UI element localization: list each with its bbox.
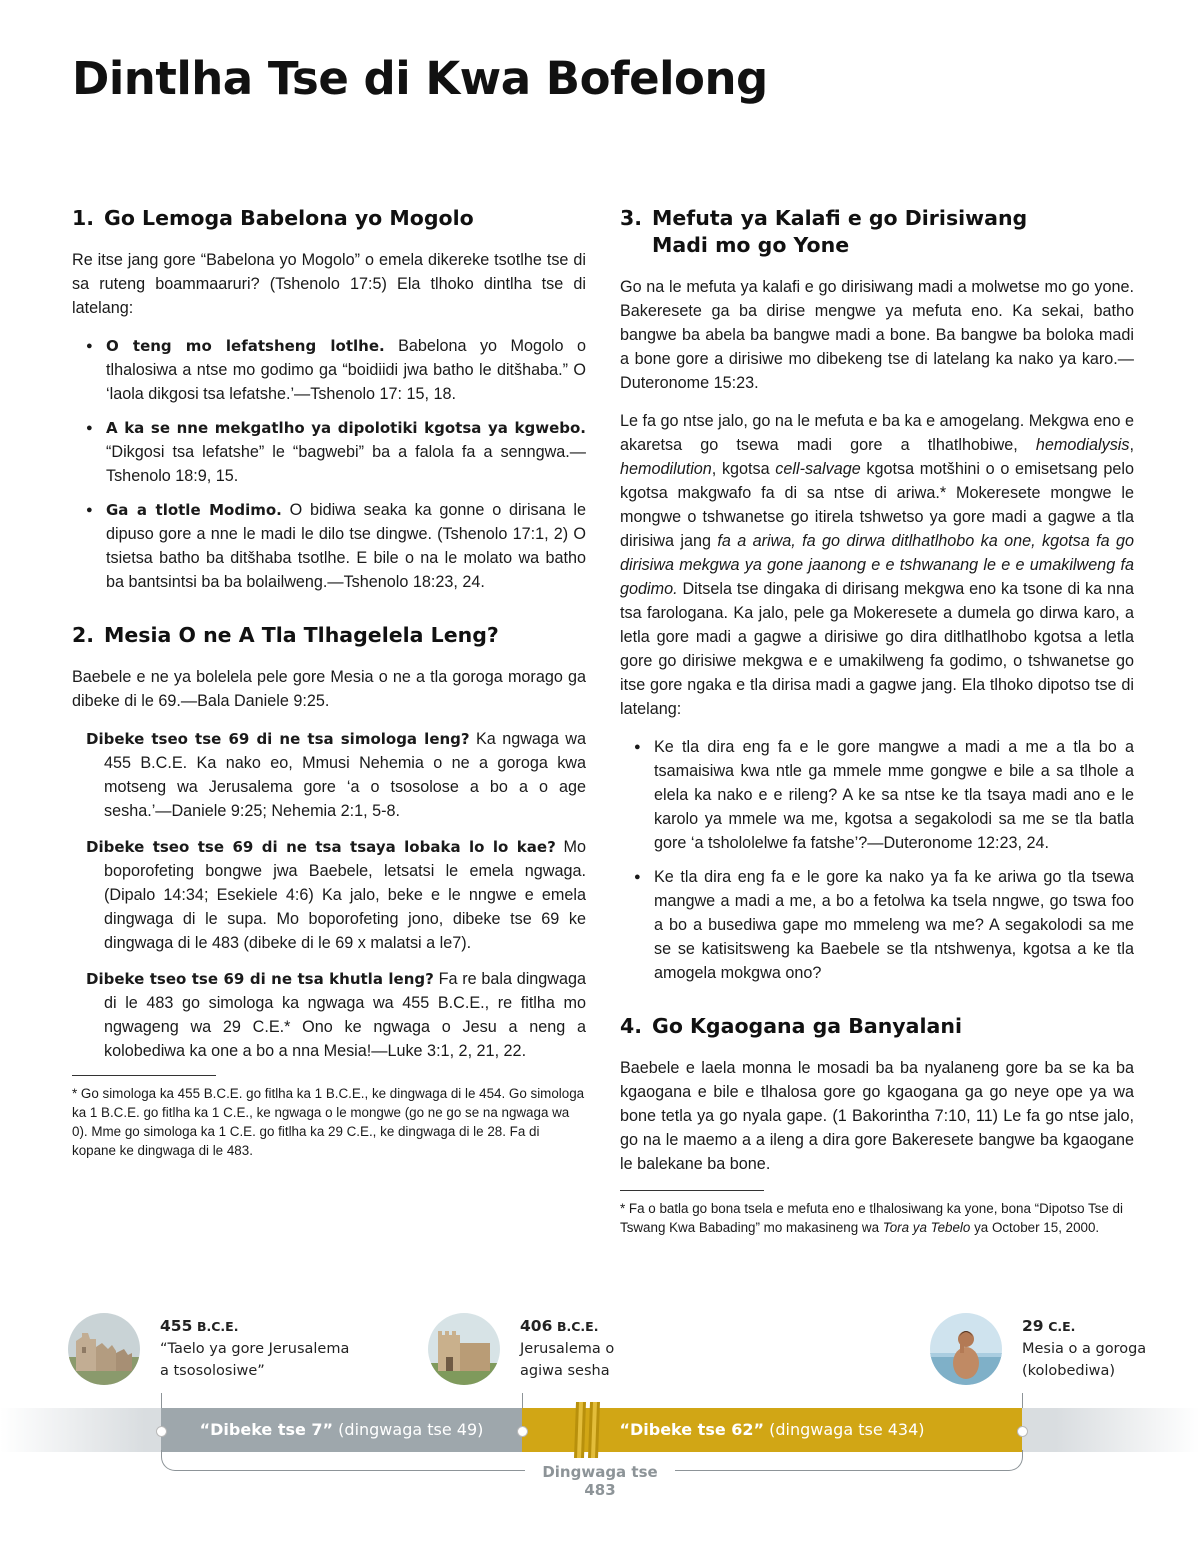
term: hemodialysis: [1035, 436, 1130, 454]
section-1-intro: Re itse jang gore “Babelona yo Mogolo” o emela dikereke tsotlhe tse di sa ruteng boammaaruri? (Tshenolo 17:5) Ela tlhoko dintlha tse di latelang:: [72, 251, 586, 317]
timeline-dot: [1017, 1426, 1028, 1437]
list-item: ● Ke tla dira eng fa e le gore ka nako ya fa ke ariwa go tla tsewa mangwe a madi a me, a bo a fetolwa ka tsela nngwe, go tswa foo a bo a busediwa gape mo mmeleng wa me? A segakolodi sa me se se katisitsweng ka Baebele se tla ntshwenya, kgotsa a ke tla amogela mokgwa ono?: [620, 865, 1134, 985]
text-run: , kgotsa: [711, 460, 776, 478]
section-title-line2: Madi mo go Yone: [652, 233, 850, 257]
event-era: B.C.E.: [556, 1319, 599, 1334]
emphasis: fa a ariwa, fa go dirwa ditlhatlhobo ka one, kgotsa fa go dirisiwa mekgwa ya gone jaanong e e tshwanang le e e umakilweng fa godimo.: [620, 532, 1134, 598]
magazine-title: Tora ya Tebelo: [882, 1220, 971, 1235]
rebuilt-city-icon: [428, 1313, 500, 1385]
answer: Ka ngwaga wa 455 B.C.E. Ka nako eo, Mmusi Nehemia o ne a goroga kwa motseng wa Jerusalema gore ‘a o tsosolose a bo a o age sesha.’—Daniele 9:25; Nehemia 2:1, 5-8.: [104, 730, 586, 820]
list-item: [72, 498, 586, 594]
footnote-divider: [620, 1190, 764, 1191]
timeline-dot: [517, 1426, 528, 1437]
list-item: [72, 416, 586, 488]
section-title: Go Lemoga Babelona yo Mogolo: [104, 206, 474, 230]
event-text: Jerusalema o: [520, 1341, 615, 1357]
segment-7-weeks: [161, 1408, 522, 1452]
right-column: [620, 205, 1134, 1237]
event-text: agiwa sesha: [520, 1363, 610, 1379]
item-text: O bidiwa seaka ka gonne o dirisana le dipuso gore a nne le madi le dilo tse dingwe. (Tshenolo 17:1, 2) O tsietsa batho ba ditšhaba tsotlhe. E bile o na le molato wa batho ba bantsintsi ba ba bolailweng.—Tshenolo 18:23, 24.: [106, 501, 586, 591]
section-3-paragraph: Go na le mefuta ya kalafi e go dirisiwang madi a molwetse mo go yone. Bakeresete ga ba dirise mengwe ya mefuta eno. Ka sekai, batho bangwe ba abela ba bangwe madi a bone. Ba bangwe ba boloka madi a bone gore a dirisiwe mo dibekeng tse di latelang ka nako ya karo.—Duteronome 15:23.: [620, 278, 1134, 392]
item-lead: Ga a tlotle Modimo.: [106, 501, 282, 519]
left-column: [72, 205, 586, 1160]
question-item: [86, 727, 586, 823]
section-title: Go Kgaogana ga Banyalani: [652, 1014, 962, 1038]
section-2-heading: [72, 622, 586, 649]
section-3-heading: [620, 205, 1134, 259]
baptism-icon: [930, 1313, 1002, 1385]
event-label: [520, 1315, 614, 1382]
segment-label: “Dibeke tse 7”: [199, 1420, 334, 1439]
item-text: “Dikgosi tsa lefatshe” le “bagwebi” ba a falola fa a senngwa.—Tshenolo 18:9, 15.: [106, 443, 586, 485]
section-number: 4.: [620, 1014, 643, 1038]
term: hemodilution: [620, 460, 712, 478]
event-label: [1022, 1315, 1146, 1382]
event-era: B.C.E.: [196, 1319, 239, 1334]
section-3-list: [620, 735, 1134, 985]
section-4-heading: [620, 1013, 1134, 1040]
timeline-dot: [156, 1426, 167, 1437]
question-item: [86, 967, 586, 1063]
event-year: 406: [520, 1317, 553, 1335]
page-title: Dintlha Tse di Kwa Bofelong: [72, 52, 768, 105]
event-text: “Taelo ya gore Jerusalema: [160, 1341, 350, 1357]
item-text: Babelona yo Mogolo o tlhalosiwa a ntse mo godimo ga “boidiidi jwa batho le ditšhaba.” O ‘laola dikgosi tsa lefatshe.’—Tshenolo 17: 15, 18.: [106, 337, 586, 403]
timeline: [0, 1305, 1200, 1543]
section-1-heading: [72, 205, 586, 232]
total-span-label: Dingwaga tse 483: [525, 1463, 675, 1499]
item-lead: A ka se nne mekgatlho ya dipolotiki kgotsa ya kgwebo.: [106, 419, 586, 437]
list-item: [72, 334, 586, 406]
footnote-divider: [72, 1075, 216, 1076]
event-text: (kolobediwa): [1022, 1363, 1116, 1379]
text-run: Ditsela tse dingaka di dirisang mekgwa eno ka tsone di ka nna tsa farologana. Ka jalo, pele ga Mokeresete a dumela go dirwa karo, a letla gore madi a gagwe a dirisiwe go dira ditlhatlhobo kgotsa a letla gore go dirisiwe mekgwa e e umakilweng fa godimo, o tshwanetse go itse gore ngaka e tla dirisa madi a gagwe jang. Ela tlhoko dipotso tse di latelang:: [620, 580, 1134, 718]
text-run: kgotsa motšhini o o emisetsang pelo kgotsa makgwafo fa di sa ntse di ariwa.* Mokeresete mongwe le mongwe o tshwanetse go itirela tshwetso ya gore madi a gagwe a tla dirisiwa jang: [620, 460, 1134, 550]
section-1-list: [72, 334, 586, 594]
question: Dibeke tseo tse 69 di ne tsa tsaya lobaka lo lo kae?: [86, 838, 556, 856]
ruined-city-icon: [68, 1313, 140, 1385]
event-label: [160, 1315, 349, 1382]
event-text: Mesia o a goroga: [1022, 1341, 1147, 1357]
text-run: * Fa o batla go bona tsela e mefuta eno e tlhalosiwang ka yone, bona “Dipotso Tse di Tswang Kwa Babading” mo makasineng wa: [620, 1201, 1123, 1235]
question: Dibeke tseo tse 69 di ne tsa simologa leng?: [86, 730, 470, 748]
section-title: Mesia O ne A Tla Tlhagelela Leng?: [104, 623, 499, 647]
section-3-paragraph: [620, 409, 1134, 721]
text-run: ya October 15, 2000.: [970, 1220, 1100, 1235]
answer: Mo boporofeting bongwe jwa Baebele, letsatsi le emela ngwaga. (Dipalo 14:34; Esekiele 4:6) Ka jalo, beke e le nngwe e emela dingwaga di le supa. Mo boporofeting jono, dibeke tse 69 ke dingwaga di le 483 (dibeke di le 69 x malatsi a le7).: [104, 838, 586, 952]
text-run: Le fa go ntse jalo, go na le mefuta e ba ka e amogelang. Mekgwa eno e akaretsa go tsewa madi gore a tlhatlhobiwe,: [620, 412, 1134, 454]
segment-sublabel: (dingwaga tse 49): [333, 1420, 484, 1439]
event-year: 455: [160, 1317, 193, 1335]
event-era: C.E.: [1048, 1319, 1076, 1334]
section-number: 1.: [72, 206, 95, 230]
section-title: Mefuta ya Kalafi e go Dirisiwang: [652, 206, 1028, 230]
event-year: 29: [1022, 1317, 1044, 1335]
section-number: 2.: [72, 623, 95, 647]
term: cell-salvage: [775, 460, 861, 478]
list-item: ● Ke tla dira eng fa e le gore mangwe a madi a me a tla bo a tsamaisiwa kwa ntle ga mmele mme gongwe e bile a sa tlhole a elela ka nako e e rileng? A ke sa ntse ke tla tsaya madi ano e le karolo ya mmele wa me, kgotsa a segakolodi sa me se tla batla gore ‘a tshololelwe fa fatshe’?—Duteronome 12:23, 24.: [620, 735, 1134, 855]
text-run: ,: [1129, 436, 1134, 454]
footnote: * Go simologa ka 455 B.C.E. go fitlha ka 1 B.C.E., ke dingwaga di le 454. Go simologa ka 1 B.C.E. go fitlha ka 1 C.E., ke ngwaga o le mongwe (go ne go se na ngwaga wa 0). Mme go simologa ka 1 C.E. go fitlha ka 29 C.E., ke dingwaga di le 28. Fa di kopane ke dingwaga di le 483.: [72, 1086, 585, 1158]
event-text: a tsosolosiwe”: [160, 1363, 265, 1379]
item-lead: O teng mo lefatsheng lotlhe.: [106, 337, 385, 355]
section-number: 3.: [620, 206, 643, 230]
answer: Fa re bala dingwaga di le 483 go simologa ka ngwaga wa 455 B.C.E., re fitlha mo ngwageng wa 29 C.E.* Ono ke ngwaga o Jesu a neng a kolobediwa ka one a bo a nna Mesia!—Luke 3:1, 2, 21, 22.: [104, 970, 586, 1060]
segment-label: “Dibeke tse 62”: [619, 1420, 765, 1439]
footnote: [620, 1199, 1134, 1237]
section-4-paragraph: Baebele e laela monna le mosadi ba ba nyalaneng gore ba se ka ba kgaogana e bile e tlhalosa gore go kgaogana ga go neye ope ya wa bone tetla ya go nyala gape. (1 Bakorintha 7:10, 11) Le fa go ntse jalo, go na le maemo a a ileng a dira gore Bakeresete bangwe ba kgaogane le balekane ba bone.: [620, 1059, 1134, 1173]
section-2-intro: Baebele e ne ya bolelela pele gore Mesia o ne a tla goroga morago ga dibeke di le 69.—Bala Daniele 9:25.: [72, 668, 586, 710]
question-item: [86, 835, 586, 955]
segment-sublabel: (dingwaga tse 434): [764, 1420, 925, 1439]
question: Dibeke tseo tse 69 di ne tsa khutla leng?: [86, 970, 434, 988]
